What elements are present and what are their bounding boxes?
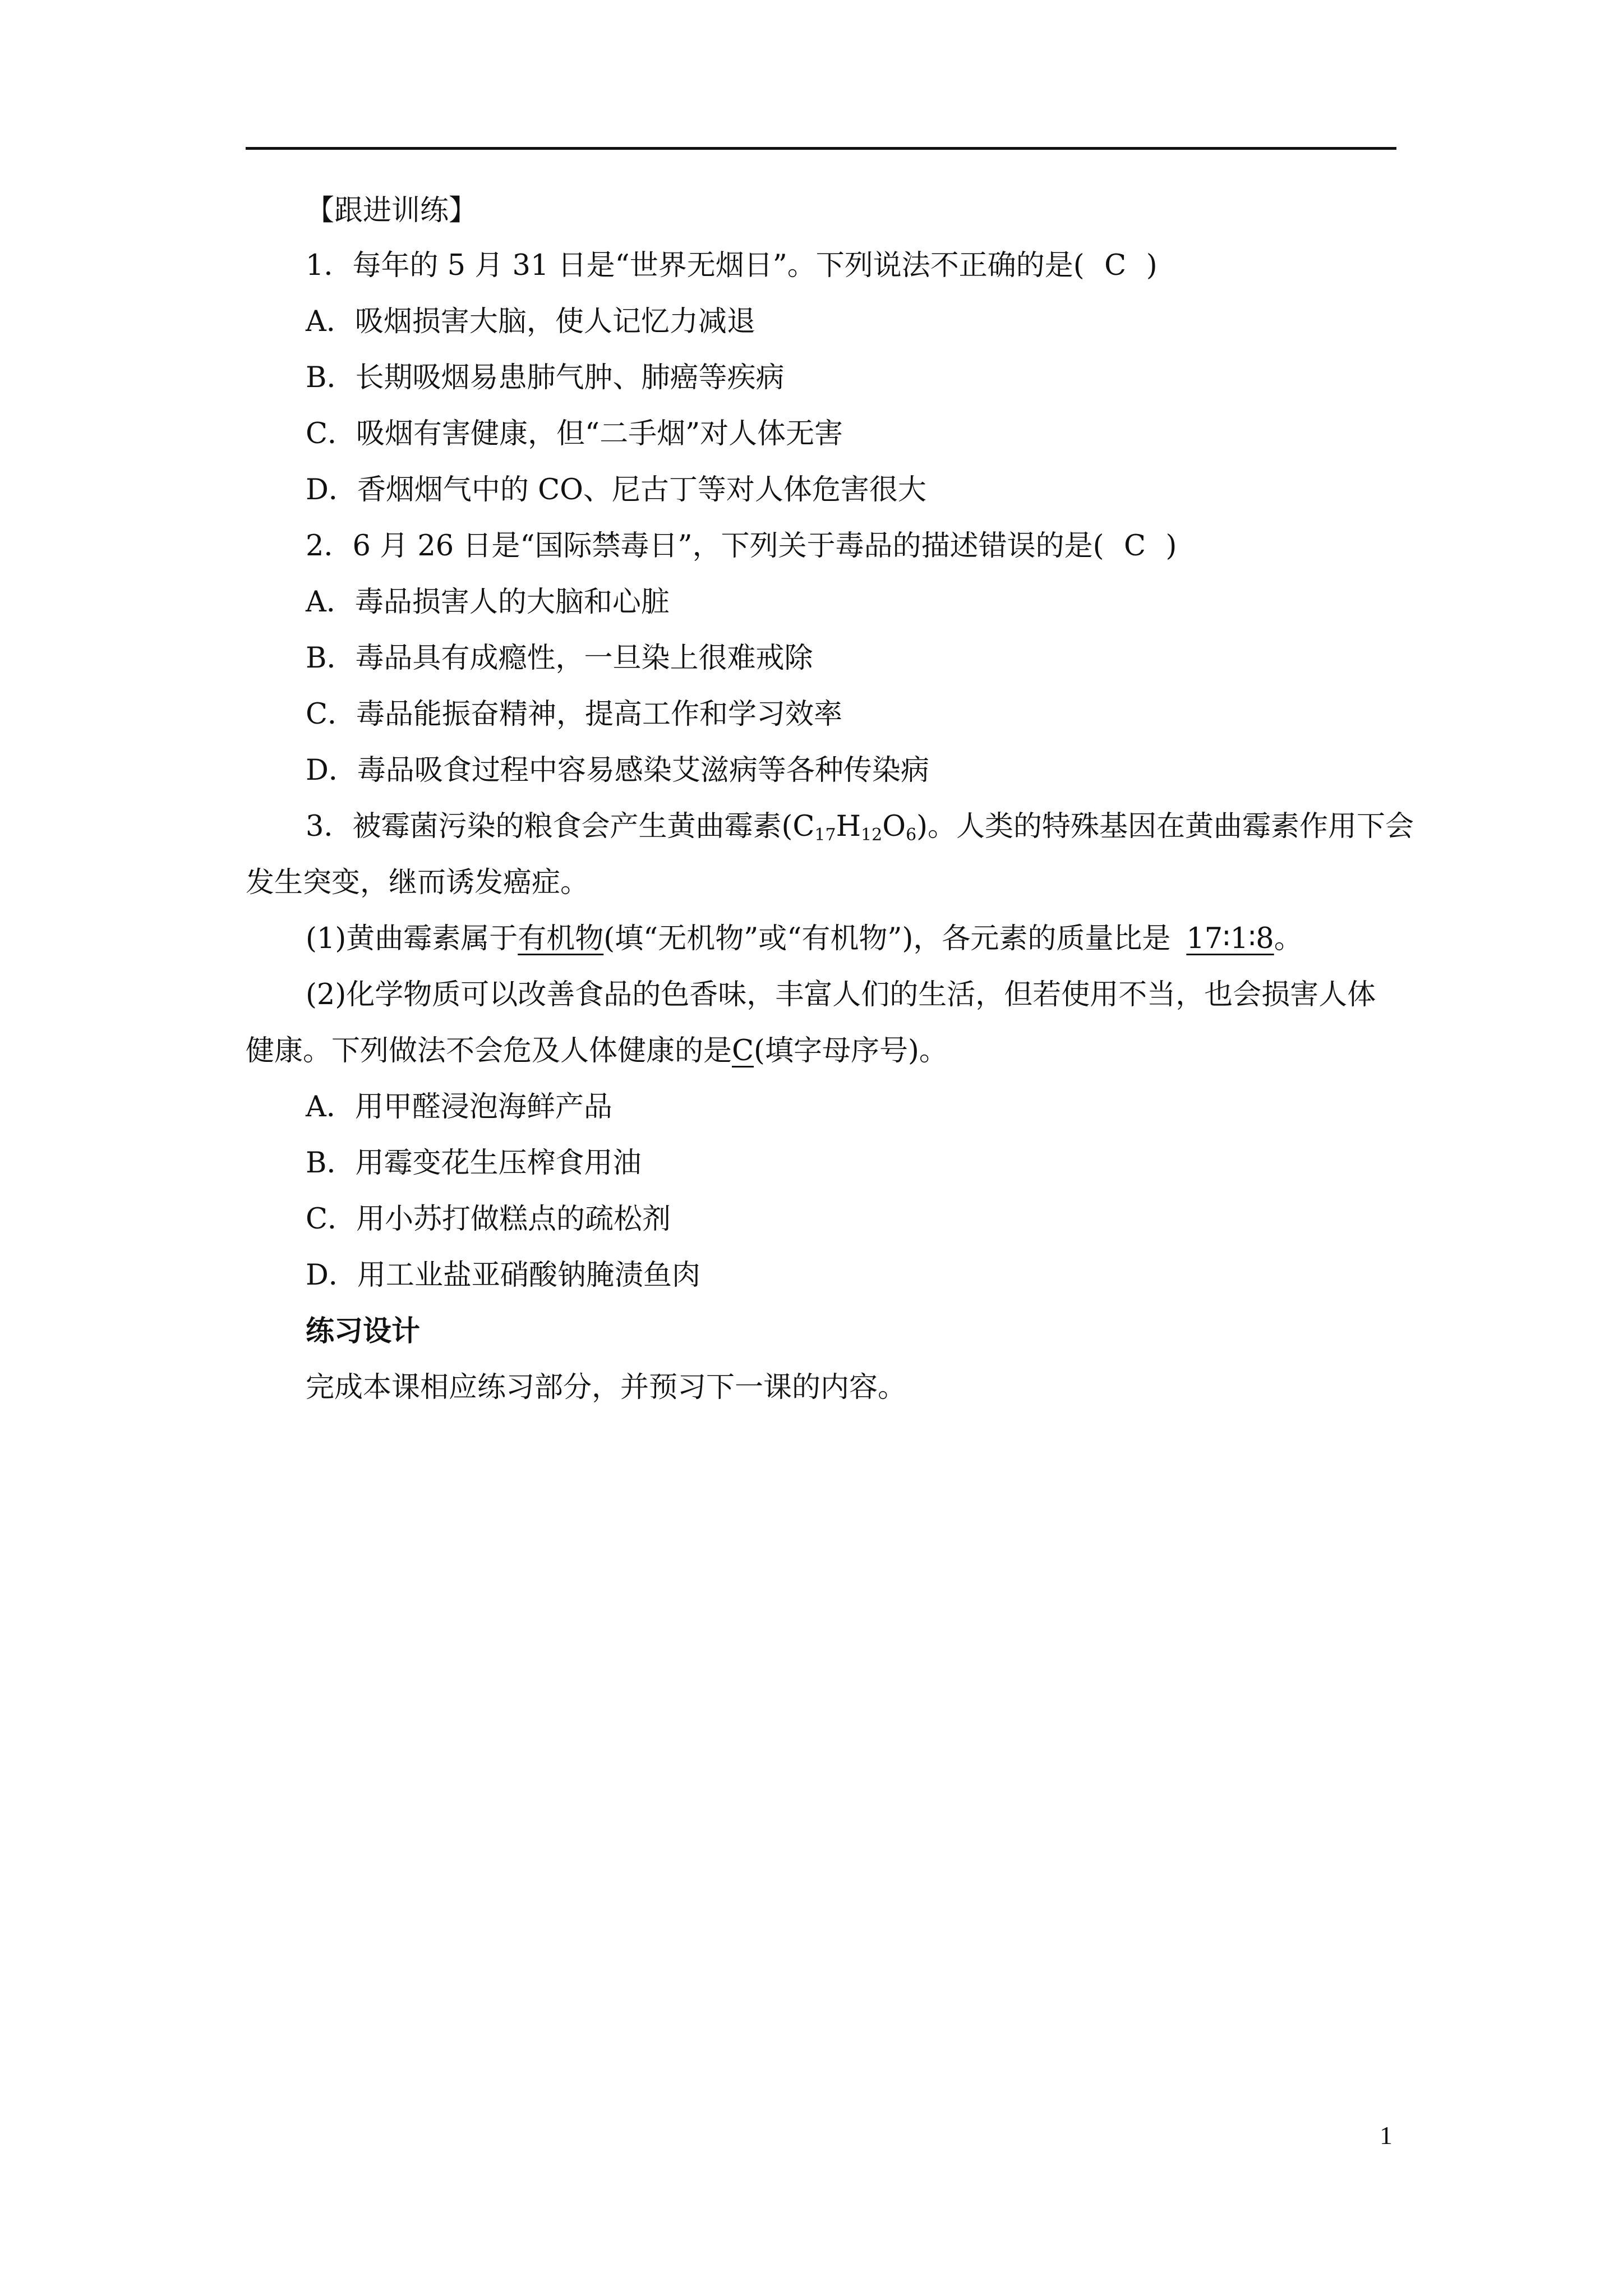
question-2-option-b: B．毒品具有成瘾性，一旦染上很难戒除 xyxy=(306,642,813,675)
question-2-option-d: D．毒品吸食过程中容易感染艾滋病等各种传染病 xyxy=(306,754,929,787)
part-1-answer-2: 17∶1∶8 xyxy=(1186,922,1274,955)
practice-heading: 练习设计 xyxy=(306,1315,421,1348)
question-3-option-c: C．用小苏打做糕点的疏松剂 xyxy=(306,1203,671,1236)
question-3-option-d: D．用工业盐亚硝酸钠腌渍鱼肉 xyxy=(306,1259,700,1292)
question-3-option-a: A．用甲醛浸泡海鲜产品 xyxy=(306,1091,612,1124)
practice-text: 完成本课相应练习部分，并预习下一课的内容。 xyxy=(306,1371,907,1404)
section-heading: 【跟进训练】 xyxy=(306,194,478,227)
header-rule xyxy=(246,147,1396,150)
question-2-option-c: C．毒品能振奋精神，提高工作和学习效率 xyxy=(306,698,843,731)
question-3-part-2: (2)化学物质可以改善食品的色香味，丰富人们的生活，但若使用不当，也会损害人体 xyxy=(306,978,1376,1011)
question-3-part-2-cont: 健康。下列做法不会危及人体健康的是C(填字母序号)。 xyxy=(246,1034,948,1068)
part-1-answer-1: 有机物 xyxy=(518,922,604,955)
question-2-stem: 2．6 月 26 日是“国际禁毒日”，下列关于毒品的描述错误的是( C ) xyxy=(306,530,1177,563)
question-1-stem: 1．每年的 5 月 31 日是“世界无烟日”。下列说法不正确的是( C ) xyxy=(306,249,1158,282)
question-3-part-1: (1)黄曲霉素属于有机物(填“无机物”或“有机物”)，各元素的质量比是 17∶1∶8。 xyxy=(306,922,1303,955)
chemical-formula: $C_{17}H_{12}O_6$ xyxy=(792,810,917,845)
question-1-answer: C xyxy=(1104,249,1127,282)
part-2-answer: C xyxy=(732,1034,754,1068)
question-3-stem-cont: 发生突变，继而诱发癌症。 xyxy=(246,866,589,899)
question-2-answer: C xyxy=(1123,530,1146,563)
question-1-option-a: A．吸烟损害大脑，使人记忆力减退 xyxy=(306,305,755,338)
question-1-option-b: B．长期吸烟易患肺气肿、肺癌等疾病 xyxy=(306,361,785,394)
question-1-option-c: C．吸烟有害健康，但“二手烟”对人体无害 xyxy=(306,417,843,450)
question-2-option-a: A．毒品损害人的大脑和心脏 xyxy=(306,586,670,619)
question-1-option-d: D．香烟烟气中的 CO、尼古丁等对人体危害很大 xyxy=(306,473,926,507)
question-3-option-b: B．用霉变花生压榨食用油 xyxy=(306,1147,642,1180)
question-3-stem: 3．被霉菌污染的粮食会产生黄曲霉素$(C_{17}H_{12}O_6)$。人类的特殊基因在黄曲霉素作用下会 xyxy=(306,810,1414,845)
page-number: 1 xyxy=(1380,2121,1393,2150)
